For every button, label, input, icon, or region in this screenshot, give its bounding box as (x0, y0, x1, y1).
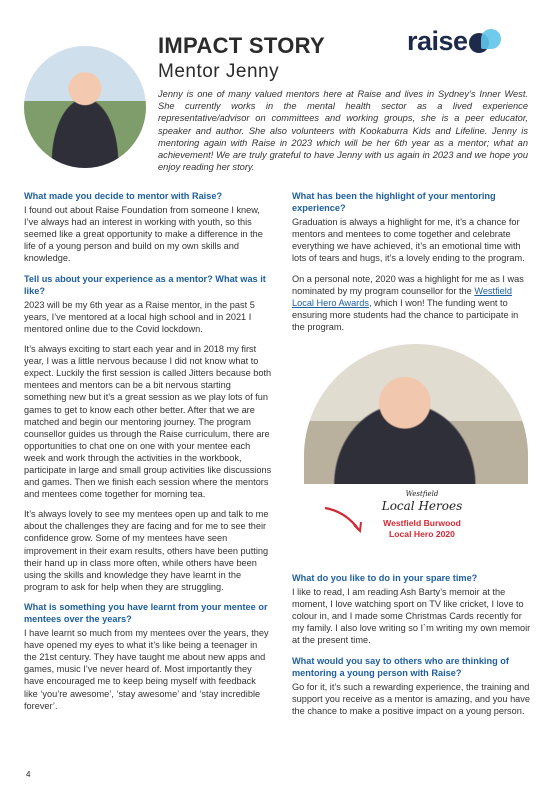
logo-text: raise (407, 26, 468, 56)
question-heading: What would you say to others who are thinking of mentoring a young person with Raise? (292, 655, 509, 678)
answer-text: On a personal note, 2020 was a highlight for me as I was nominated by my program counsellor for the (292, 273, 524, 296)
award-line-2: Local Hero 2020 (389, 529, 455, 539)
answer-text: , which I won! The funding went to ensuring more students had the chance to participate in the program. (292, 297, 519, 332)
question-heading: Tell us about your experience as a mentor? What was it like? (24, 273, 266, 296)
intro-paragraph: Jenny is one of many valued mentors here at Raise and lives in Sydney’s Inner West. She currently works in the mental health sector as a lived experience representative/advisor on committees and working groups, she is a peer educator, speaker and author. She also volunteers with Kookaburra Kids and Lifeline. Jenny is mentoring again with Raise in 2023 which will be her 6th year as a mentor; what an achievement! We are truly grateful to have Jenny with us again in 2023 and we hope you enjoy reading her story. (158, 89, 528, 173)
answer-paragraph: I found out about Raise Foundation from someone I knew, I’ve always had an interest in working with youth, so this seemed like a great opportunity to make a difference in the life of a young person and build on my own skills and knowledge. (24, 205, 263, 264)
raise-logo (407, 26, 503, 57)
answer-paragraph (292, 273, 532, 333)
award-brand: Westfield (405, 490, 439, 498)
answer-paragraph: It’s always lovely to see my mentees open up and talk to me about the challenges they are facing and for me to see their confidence grow. Some of my mentees have seen improvement in their exam results, others have been putting their hand up in class more often, while others have been using the skills and knowledge they have learnt in the program to ask for help when they are struggling. (24, 509, 269, 592)
mentor-arch-photo (304, 344, 528, 484)
answer-paragraph: I like to read, I am reading Ash Barty’s memoir at the moment, I love watching sport on TV like cricket, I love to colour in, and I made some Christmas Cards recently for my family. I also love writing so I`m writing my own memoir at the present time. (292, 587, 531, 646)
question-heading: What is something you have learnt from your mentee or mentees over the years? (24, 601, 268, 624)
page-number: 4 (26, 770, 31, 779)
award-badge (352, 490, 492, 540)
answer-paragraph: I have learnt so much from my mentees over the years, they have opened my eyes to what it’s like being a teenager in the 21st century. They have taught me about new apps and games, music I’ve never heard of. Most importantly they have encouraged me to keep being myself with feedback like ‘you’re awesome’, ‘stay awesome’ and ‘stay incredible forever’. (24, 628, 269, 711)
answer-paragraph: 2023 will be my 6th year as a Raise mentor, in the past 5 years, I’ve mentored at a local high school and in 2021 I mentored online due to the Covid lockdown. (24, 299, 255, 334)
right-column-lower (292, 572, 532, 725)
award-line-1: Westfield Burwood (383, 518, 461, 528)
question-heading: What do you like to do in your spare time? (292, 573, 478, 583)
question-heading: What made you decide to mentor with Raise? (24, 191, 223, 201)
mentor-portrait-photo (24, 46, 146, 168)
local-hero-awards-link[interactable]: Westfield Local Hero Awards (292, 285, 512, 308)
answer-paragraph: Go for it, it’s such a rewarding experience, the training and support you receive as a mentor is amazing, and you have the chance to make a positive impact on a young person. (292, 681, 530, 716)
left-column (24, 190, 272, 720)
award-script: Local Heroes (381, 499, 463, 513)
right-column (292, 190, 532, 341)
page-title: IMPACT STORY (158, 33, 325, 58)
answer-paragraph: Graduation is always a highlight for me, it’s a chance for mentors and mentees to come together and celebrate everything we have achieved, it’s an emotional time with lots of tears and hugs, it’s a lovely ending to the program. (292, 217, 525, 264)
page-subtitle: Mentor Jenny (158, 61, 280, 82)
raise-logo-icon (469, 27, 503, 57)
question-heading: What has been the highlight of your mentoring experience? (292, 191, 496, 214)
answer-paragraph: It’s always exciting to start each year and in 2018 my first year, I was a little nervous because I did not know what to expect. Luckily the first session is called Jitters because both mentees and mentors can be a bit nervous starting something new but it’s a great session as we play lots of fun games to get to know each other better. After that we are matched and begin our mentoring journey. The program counsellor guides us through the Raise curriculum, there are opportunities to chat one on one with your mentee each week and work through the activities in the workbook, participate in large and small group activities like discussions and games. Then we finish each session where the mentors and mentees come together for morning tea. (24, 344, 272, 500)
